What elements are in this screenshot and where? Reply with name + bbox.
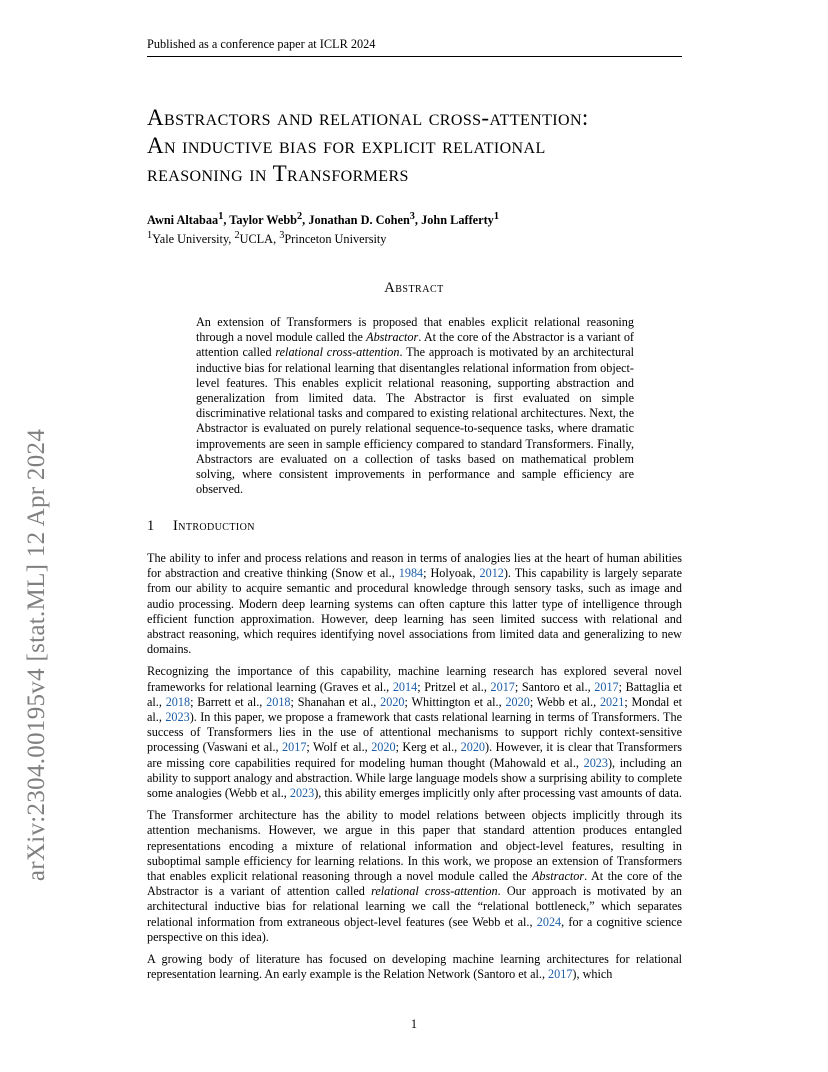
page-number: 1 xyxy=(410,1017,418,1031)
section-title: Introduction xyxy=(173,518,255,534)
title-line: reasoning in Transformers xyxy=(147,161,409,186)
citation-link[interactable]: 2020 xyxy=(505,694,530,709)
citation-link[interactable]: 2018 xyxy=(266,694,291,709)
emphasized-term: relational cross-attention xyxy=(275,345,400,360)
author-affiliation-mark: 1 xyxy=(493,211,499,222)
author: Jonathan D. Cohen xyxy=(308,213,410,228)
author: John Lafferty xyxy=(421,213,494,228)
author-block xyxy=(147,209,499,247)
citation-link[interactable]: 2014 xyxy=(392,679,418,694)
citation-link[interactable]: 2020 xyxy=(460,740,486,755)
affiliation: Yale University xyxy=(152,232,229,247)
author-affiliation-mark: 2 xyxy=(297,211,303,222)
abstract-text: An extension of Transformers is proposed that enables explicit relational reasoning through a novel module called the Abstractor. At the core of the Abstractor is a variant of attention called relational cross-attention. The approach is motivated by an architectural inductive bias for relational learning that disentangles relational information from object-level features. This enables explicit relational reasoning, supporting abstraction and generalization from limited data. The Abstractor is first evaluated on simple discriminative relational tasks and compared to existing relational architectures. Next, the Abstractor is evaluated on purely relational sequence-to-sequence tasks, where dramatic improvements are seen in sample efficiency compared to standard Transformers. Finally, Abstractors are evaluated on a collection of tasks based on mathematical problem solving, where consistent improvements in performance and sample efficiency are observed. xyxy=(196,315,634,497)
body-paragraph: A growing body of literature has focused on developing machine learning architectures for relational representation learning. An early example is the Relation Network (Santoro et al., 2017), which xyxy=(147,952,682,982)
citation-link[interactable]: 1984 xyxy=(398,566,424,581)
citation-link[interactable]: 2017 xyxy=(548,967,573,982)
affiliations: $^1$Yale University, $^2$UCLA, $^3$Princeton University xyxy=(147,230,387,247)
intro-body xyxy=(147,551,682,989)
author: Taylor Webb xyxy=(229,213,298,228)
author-affiliation-mark: 1 xyxy=(218,211,224,222)
emphasized-term: Abstractor xyxy=(366,330,419,345)
title-line: Abstractors and relational cross-attention: xyxy=(147,105,589,130)
citation-link[interactable]: 2020 xyxy=(380,694,405,709)
arxiv-stamp[interactable]: arXiv:2304.00195v4 [stat.ML] 12 Apr 2024 xyxy=(23,428,50,882)
citation-link[interactable]: 2024 xyxy=(536,914,562,929)
affiliation: UCLA xyxy=(239,232,274,247)
body-paragraph: The ability to infer and process relations and reason in terms of analogies lies at the heart of human abilities for abstraction and creative thinking (Snow et al., 1984; Holyoak, 2012). This capability is largely separate from our ability to acquire semantic and procedural knowledge through sensory tasks, such as image and audio processing. Modern deep learning systems can often capture this latter type of intelligence through efficient function approximation. However, deep learning has seen limited success with relational and abstract reasoning, which requires identifying novel associations from limited data and generalizing to new domains. xyxy=(147,551,683,657)
citation-link[interactable]: 2018 xyxy=(165,694,191,709)
citation-link[interactable]: 2020 xyxy=(371,740,396,755)
abstract-heading: Abstract xyxy=(384,280,444,296)
body-paragraph: The Transformer architecture has the ability to model relations between objects implicitly through its attention mechanisms. However, we argue in this paper that standard attention produces entangled representations encoding a mixture of relational information and object-level features, resulting in suboptimal sample efficiency for learning relations. In this work, we propose an extension of Transformers that enables explicit relational reasoning through a novel module called the Abstractor. At the core of the Abstractor is a variant of attention called relational cross-attention. Our approach is motivated by an architectural inductive bias for relational learning we call the “relational bottleneck,” which separates relational information from extraneous object-level features (see Webb et al., 2024, for a cognitive science perspective on this idea). xyxy=(147,808,682,944)
citation-link[interactable]: 2017 xyxy=(490,679,515,694)
author: Awni Altabaa xyxy=(147,213,219,228)
emphasized-term: Abstractor xyxy=(531,869,585,884)
emphasized-term: relational cross-attention xyxy=(371,884,498,899)
citation-link[interactable]: 2021 xyxy=(599,694,625,709)
affiliation: Princeton University xyxy=(284,232,387,247)
section-heading xyxy=(147,518,255,535)
author-affiliation-mark: 3 xyxy=(409,211,415,222)
citation-link[interactable]: 2023 xyxy=(165,710,190,725)
section-number: 1 xyxy=(147,518,155,534)
running-header: Published as a conference paper at ICLR 2024 xyxy=(147,37,682,57)
citation-link[interactable]: 2017 xyxy=(282,740,307,755)
title-line: An inductive bias for explicit relational xyxy=(147,133,546,158)
body-paragraph: Recognizing the importance of this capability, machine learning research has explored several novel frameworks for relational learning (Graves et al., 2014; Pritzel et al., 2017; Santoro et al., 2017; Battaglia et al., 2018; Barrett et al., 2018; Shanahan et al., 2020; Whittington et al., 2020; Webb et al., 2021; Mondal et al., 2023). In this paper, we propose a framework that casts relational learning in terms of Transformers. The success of Transformers lies in the use of attentional mechanisms to support richly context-sensitive processing (Vaswani et al., 2017; Wolf et al., 2020; Kerg et al., 2020). However, it is clear that Transformers are missing core capabilities required for modeling human thought (Mahowald et al., 2023), including an ability to support analogy and abstraction. While large language models show a surprising ability to complete some analogies (Webb et al., 2023), this ability emerges implicitly only after processing vast amounts of data. xyxy=(147,664,683,801)
citation-link[interactable]: 2017 xyxy=(594,679,619,694)
citation-link[interactable]: 2023 xyxy=(289,786,315,801)
citation-link[interactable]: 2023 xyxy=(583,755,608,770)
citation-link[interactable]: 2012 xyxy=(479,566,504,581)
author-names: Awni Altabaa$^1$, Taylor Webb$^2$, Jonathan D. Cohen$^3$, John Lafferty$^1$ xyxy=(147,211,499,228)
paper-title xyxy=(147,104,707,188)
